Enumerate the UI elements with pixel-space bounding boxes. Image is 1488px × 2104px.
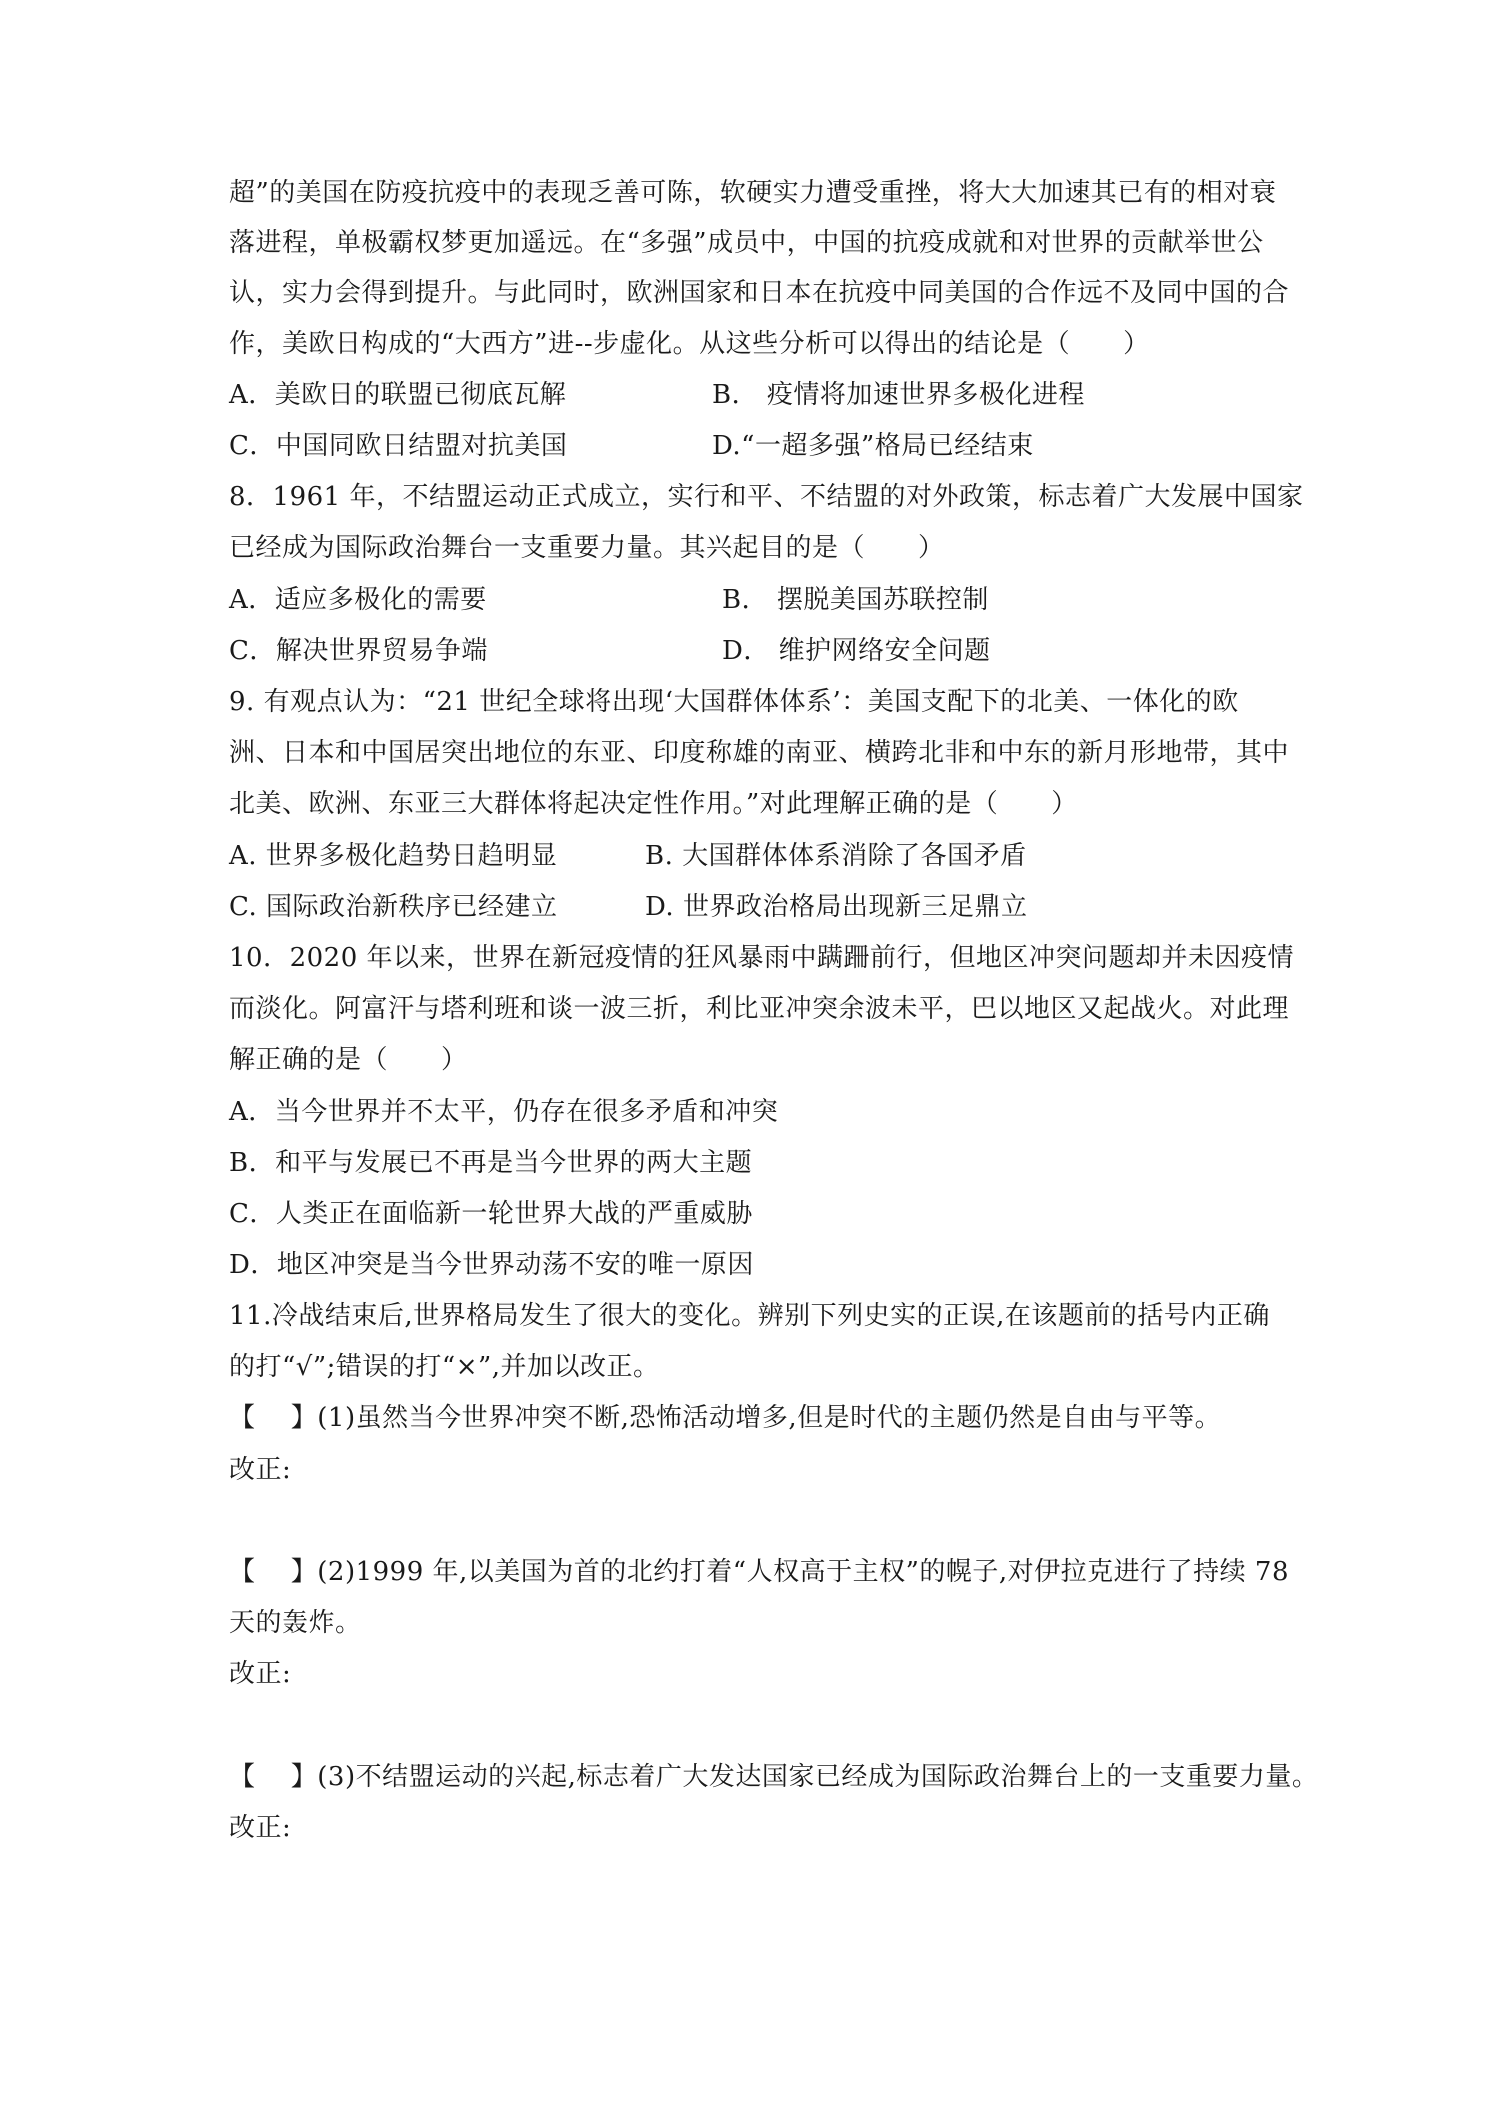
q10-line-2: 而淡化。阿富汗与塔利班和谈一波三折，利比亚冲突余波未平，巴以地区又起战火。对此理 (229, 994, 1290, 1024)
q9-option-c: C. 国际政治新秩序已经建立 (229, 892, 558, 922)
q10-option-b: B．和平与发展已不再是当今世界的两大主题 (229, 1148, 753, 1178)
q11-correction-label-1: 改正: (229, 1455, 292, 1485)
q11-line-1: 11.冷战结束后,世界格局发生了很大的变化。辨别下列史实的正误,在该题前的括号内正确 (229, 1301, 1270, 1331)
q7-line-2: 落进程，单极霸权梦更加遥远。在“多强”成员中，中国的抗疫成就和对世界的贡献举世公 (229, 228, 1264, 258)
q11-item-1: 【 】(1)虽然当今世界冲突不断,恐怖活动增多,但是时代的主题仍然是自由与平等。 (229, 1403, 1222, 1433)
q7-option-d: D.“一超多强”格局已经结束 (712, 431, 1034, 461)
q11-item-2-line-2: 天的轰炸。 (229, 1608, 362, 1638)
q11-line-2: 的打“√”;错误的打“×”,并加以改正。 (229, 1352, 660, 1382)
q8-line-2: 已经成为国际政治舞台一支重要力量。其兴起目的是（ ） (229, 533, 945, 563)
q7-line-1: 超”的美国在防疫抗疫中的表现乏善可陈，软硬实力遭受重挫，将大大加速其已有的相对衰 (229, 178, 1277, 208)
q7-option-c: C．中国同欧日结盟对抗美国 (229, 431, 568, 461)
q9-option-b: B. 大国群体体系消除了各国矛盾 (645, 841, 1027, 871)
q7-line-4: 作，美欧日构成的“大西方”进--步虚化。从这些分析可以得出的结论是（ ） (229, 329, 1150, 359)
q8-option-d: D． 维护网络安全问题 (722, 636, 991, 666)
q10-option-c: C．人类正在面临新一轮世界大战的严重威胁 (229, 1199, 753, 1229)
q7-option-a: A．美欧日的联盟已彻底瓦解 (229, 380, 567, 410)
q9-option-a: A. 世界多极化趋势日趋明显 (229, 841, 558, 871)
q9-line-2: 洲、日本和中国居突出地位的东亚、印度称雄的南亚、横跨北非和中东的新月形地带，其中 (229, 738, 1290, 768)
q8-line-1: 8．1961 年，不结盟运动正式成立，实行和平、不结盟的对外政策，标志着广大发展中国家 (229, 482, 1304, 512)
q7-option-b: B． 疫情将加速世界多极化进程 (712, 380, 1085, 410)
q10-line-1: 10．2020 年以来，世界在新冠疫情的狂风暴雨中蹒跚前行，但地区冲突问题却并未因疫情 (229, 943, 1295, 973)
q10-line-3: 解正确的是（ ） (229, 1045, 468, 1075)
q9-option-d: D. 世界政治格局出现新三足鼎立 (645, 892, 1028, 922)
q10-option-a: A．当今世界并不太平，仍存在很多矛盾和冲突 (229, 1097, 779, 1127)
q11-correction-label-3: 改正: (229, 1813, 292, 1843)
q7-line-3: 认，实力会得到提升。与此同时，欧洲国家和日本在抗疫中同美国的合作远不及同中国的合 (229, 278, 1290, 308)
q8-option-a: A．适应多极化的需要 (229, 585, 487, 615)
q11-correction-label-2: 改正: (229, 1659, 292, 1689)
q10-option-d: D．地区冲突是当今世界动荡不安的唯一原因 (229, 1250, 754, 1280)
q9-line-1: 9. 有观点认为：“21 世纪全球将出现‘大国群体体系’：美国支配下的北美、一体化的欧 (229, 687, 1239, 717)
q11-item-2-line-1: 【 】(2)1999 年,以美国为首的北约打着“人权高于主权”的幌子,对伊拉克进行了持续 78 (229, 1557, 1289, 1587)
q11-item-3: 【 】(3)不结盟运动的兴起,标志着广大发达国家已经成为国际政治舞台上的一支重要力量。 (229, 1762, 1319, 1792)
q8-option-b: B． 摆脱美国苏联控制 (722, 585, 989, 615)
q9-line-3: 北美、欧洲、东亚三大群体将起决定性作用。”对此理解正确的是（ ） (229, 789, 1078, 819)
q8-option-c: C．解决世界贸易争端 (229, 636, 488, 666)
